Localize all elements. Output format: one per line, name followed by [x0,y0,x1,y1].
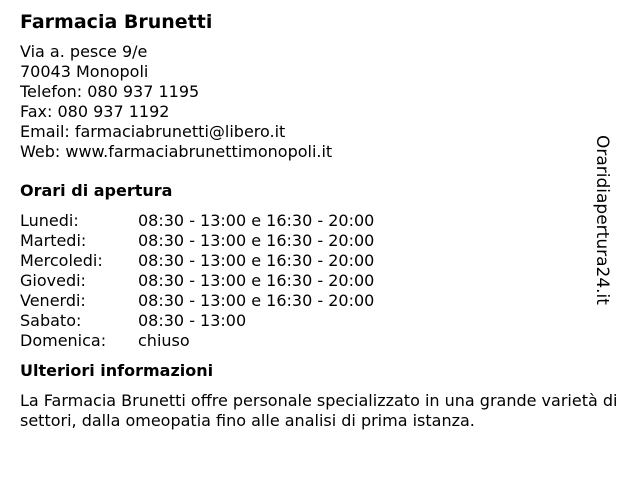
hours-heading: Orari di apertura [20,181,173,200]
hours-row-saturday [20,311,620,331]
hours-table [20,211,620,351]
hours-row-monday [20,211,620,231]
hours-time: 08:30 - 13:00 e 16:30 - 20:00 [138,271,375,290]
web-line: Web: www.farmaciabrunettimonopoli.it [20,142,333,161]
hours-time: 08:30 - 13:00 e 16:30 - 20:00 [138,291,375,310]
hours-time: chiuso [138,331,190,350]
address-street: Via a. pesce 9/e [20,42,148,61]
hours-row-thursday [20,271,620,291]
hours-day: Sabato: [20,311,82,330]
contact-block [20,42,620,162]
pharmacy-card [20,10,620,431]
info-heading: Ulteriori informazioni [20,361,214,380]
brand-watermark: Oraridiapertura24.it [592,135,612,305]
address-city: 70043 Monopoli [20,62,149,81]
hours-row-tuesday [20,231,620,251]
hours-day: Venerdi: [20,291,86,310]
hours-row-wednesday [20,251,620,271]
hours-day: Giovedi: [20,271,86,290]
hours-day: Lunedi: [20,211,79,230]
hours-time: 08:30 - 13:00 e 16:30 - 20:00 [138,231,375,250]
hours-time: 08:30 - 13:00 e 16:30 - 20:00 [138,251,375,270]
hours-time: 08:30 - 13:00 [138,311,247,330]
hours-time: 08:30 - 13:00 e 16:30 - 20:00 [138,211,375,230]
info-text: La Farmacia Brunetti offre personale specializzato in una grande varietà di settori, dalla omeopatia fino alle analisi di prima istanza. [20,391,618,430]
fax-line: Fax: 080 937 1192 [20,102,170,121]
pharmacy-name: Farmacia Brunetti [20,11,213,33]
hours-row-friday [20,291,620,311]
phone-line: Telefon: 080 937 1195 [20,82,200,101]
email-line: Email: farmaciabrunetti@libero.it [20,122,286,141]
hours-row-sunday [20,331,620,351]
hours-day: Mercoledi: [20,251,103,270]
hours-day: Martedi: [20,231,87,250]
hours-day: Domenica: [20,331,107,350]
